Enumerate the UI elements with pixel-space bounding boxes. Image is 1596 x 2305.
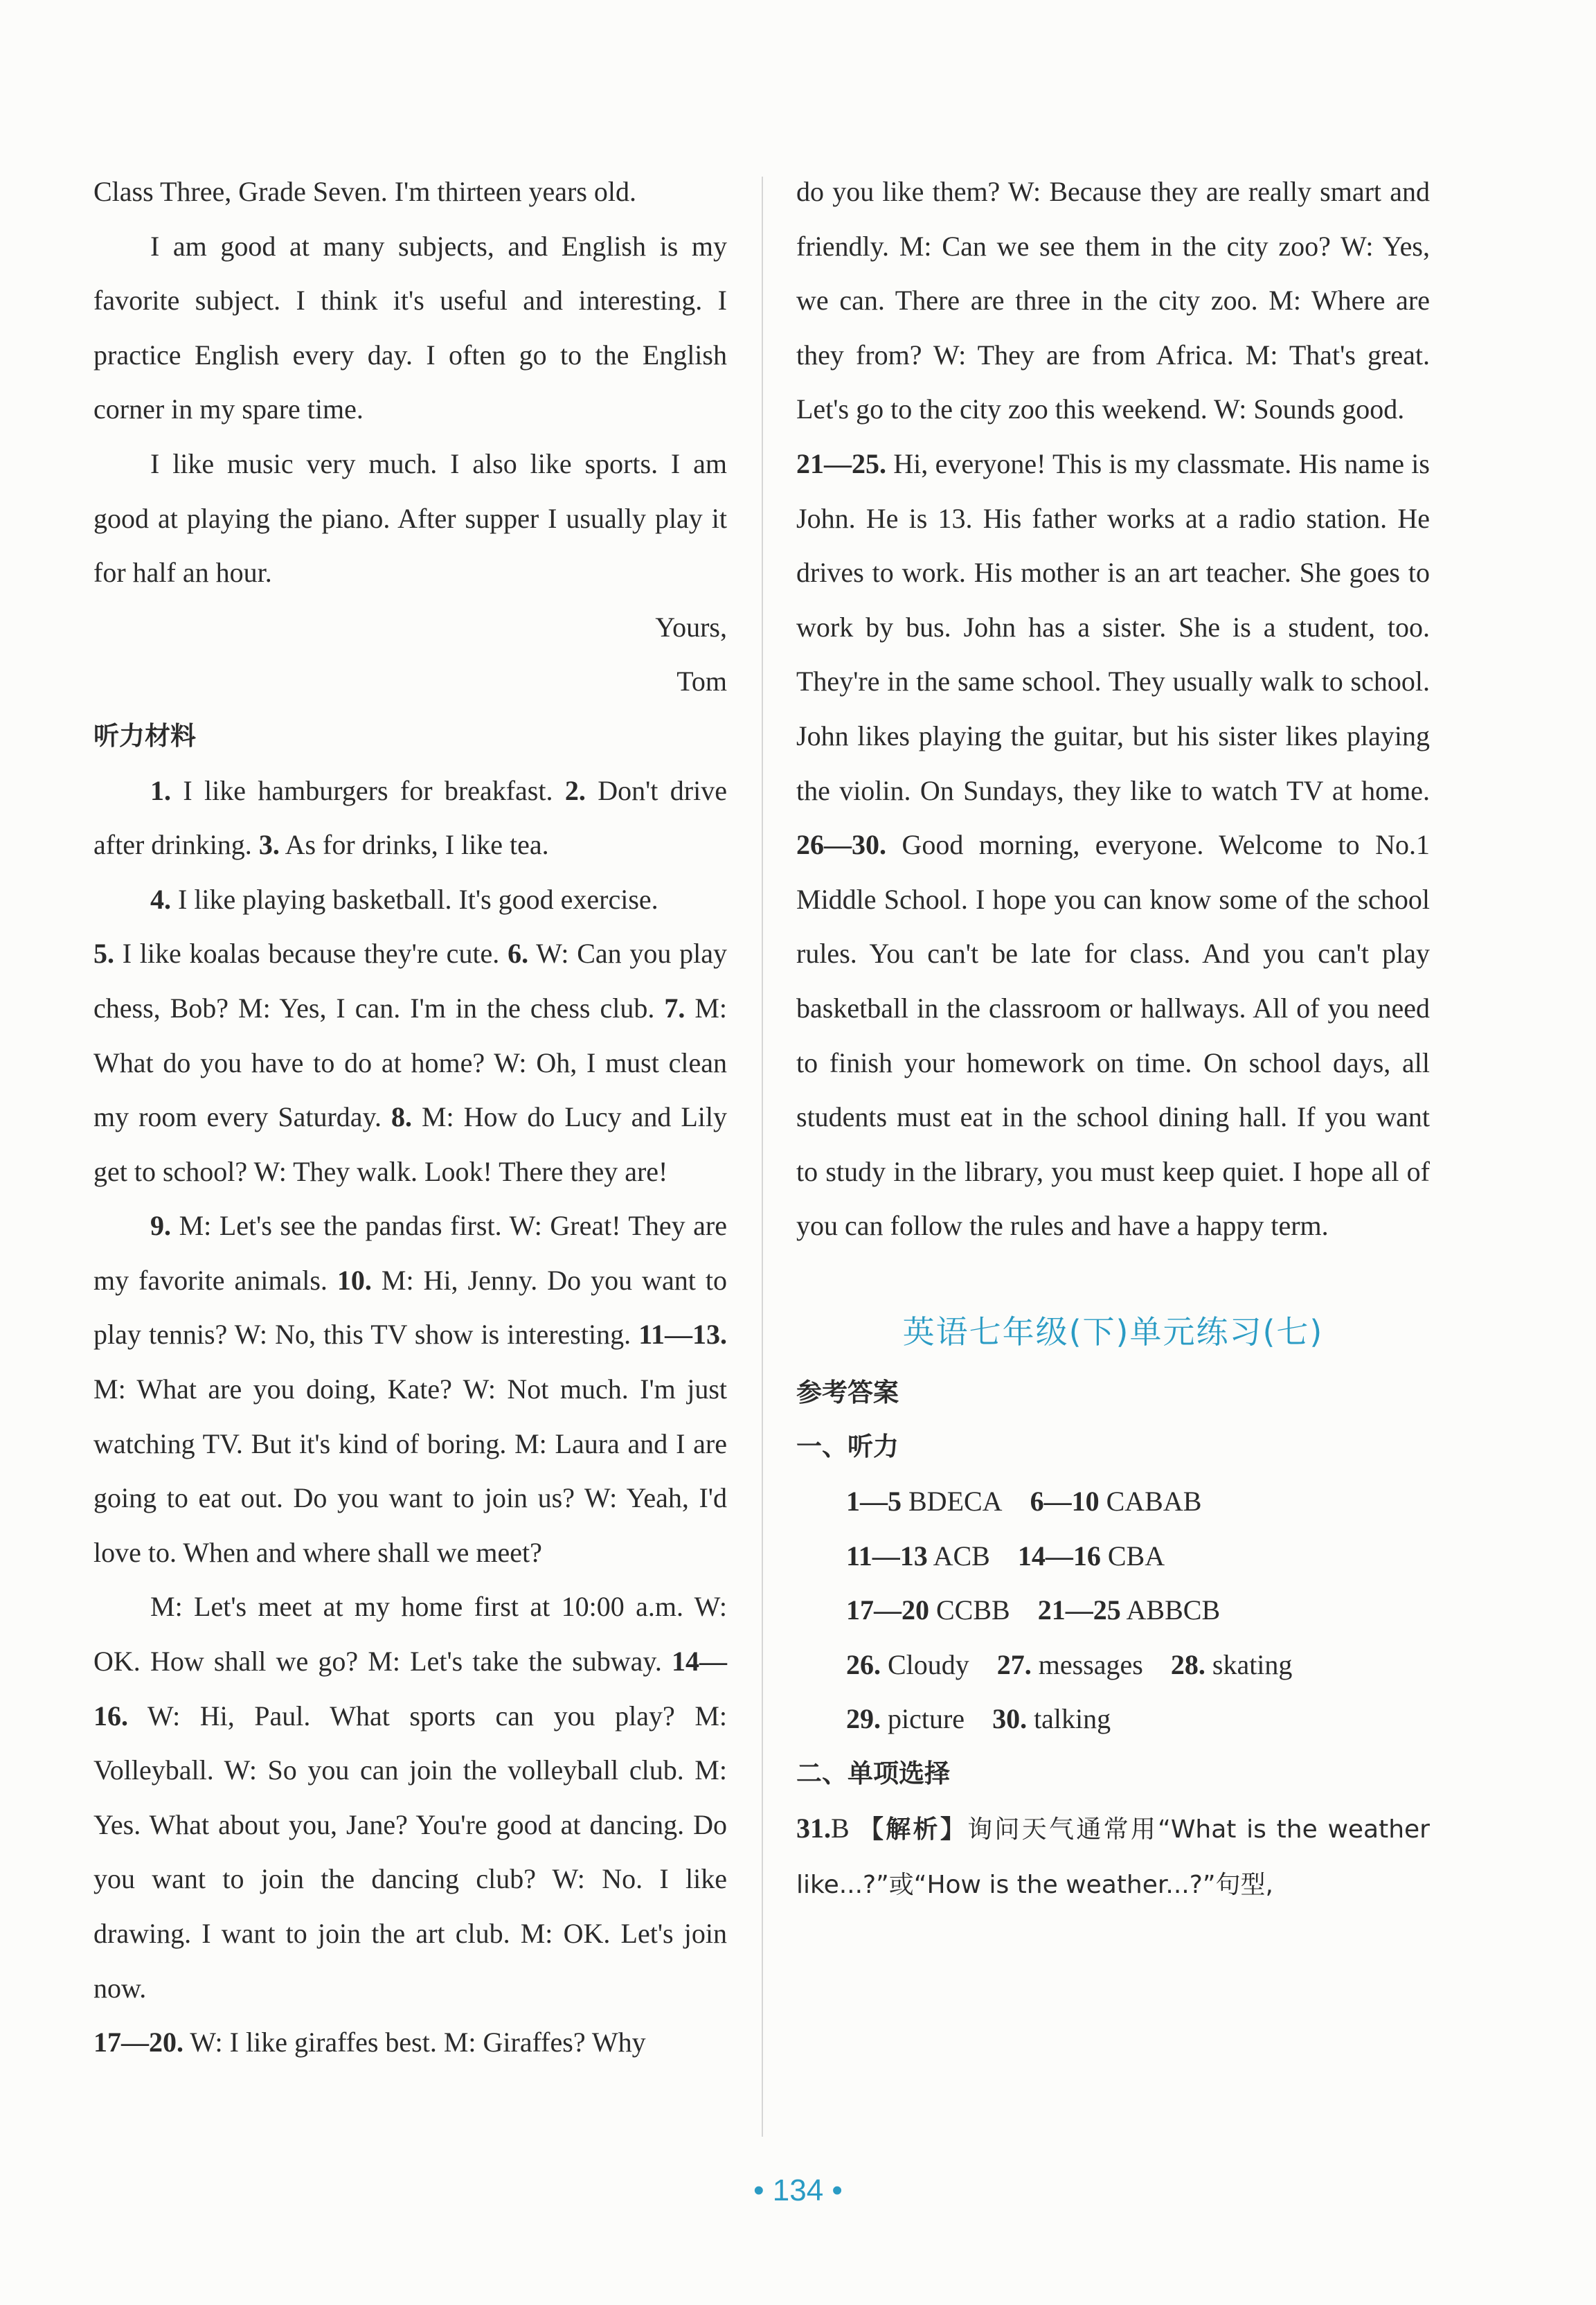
letter-signature: Tom (676, 666, 727, 697)
answer-line: 1—5 BDECA 6—10 CABAB (846, 1486, 1202, 1518)
listening-paragraph: 4. I like playing basketball. It's good exercise. (150, 883, 658, 915)
right-column (796, 165, 1430, 1913)
section-title: 英语七年级(下)单元练习(七) (902, 1312, 1324, 1351)
listening-paragraph: 21—25. Hi, everyone! This is my classmate. His name is John. He is 13. His father works at a radio station. He drives to work. His mother is an art teacher. She goes to work by bus. John has a sister. She is a student, too. They're in the same school. They usually walk to school. John likes playing the guitar, but his sister likes playing the violin. On Sundays, they like to watch TV at home. 26—30. Good morning, everyone. Welcome to No.1 Middle School. I hope you can know some of the school rules. You can't be late for class. And you can't play basketball in the classroom or hallways. All of you need to finish your homework on time. On school days, all students must eat in the school dining hall. If you want to study in the library, you must keep quiet. I hope all of you can follow the rules and have a happy term. (796, 447, 1430, 1242)
letter-line: Class Three, Grade Seven. I'm thirteen years old. (93, 176, 637, 207)
part-heading-listening: 一、听力 (796, 1432, 899, 1462)
letter-paragraph: I like music very much. I also like sports. I am good at playing the piano. After supper I usually play it for half an hour. (93, 447, 727, 589)
answer-heading: 参考答案 (796, 1377, 899, 1407)
listening-paragraph: do you like them? W: Because they are really smart and friendly. M: Can we see them in the city zoo? W: Yes, we can. There are three in the city zoo. M: Where are they from? W: They are from Africa. M: That's great. Let's go to the city zoo this weekend. W: Sounds good. (796, 176, 1430, 425)
answer-line: 17—20 CCBB 21—25 ABBCB (846, 1594, 1221, 1626)
listening-paragraph: M: Let's meet at my home first at 10:00 a.m. W: OK. How shall we go? M: Let's take the subway. 14—16. W: Hi, Paul. What sports can you play? M: Volleyball. W: So you can join the volleyball club. M: Yes. What about you, Jane? You're good at dancing. Do you want to join the dancing club? W: No. I like drawing. I want to join the art club. M: OK. Let's join now. (93, 1591, 727, 2004)
listening-paragraph: 5. I like koalas because they're cute. 6. W: Can you play chess, Bob? M: Yes, I can. I'm in the chess club. 7. M: What do you have to do at home? W: Oh, I must clean my room every Saturday. 8. M: How do Lucy and Lily get to school? W: They walk. Look! There they are! (93, 938, 728, 1187)
listening-paragraph: 17—20. W: I like giraffes best. M: Giraffes? Why (93, 2027, 646, 2058)
column-divider (762, 177, 763, 2137)
listening-heading: 听力材料 (93, 720, 196, 751)
part-heading-single-choice: 二、单项选择 (796, 1759, 950, 1789)
listening-paragraph: 1. I like hamburgers for breakfast. 2. Don't drive after drinking. 3. As for drinks, I like tea. (93, 774, 727, 861)
page-number: • 134 • (753, 2173, 843, 2207)
answer-line: 26. Cloudy 27. messages 28. skating (846, 1648, 1293, 1680)
explanation-paragraph: 31.B 【解析】询问天气通常用“What is the weather like...?”或“How is the weather...?”句型, (796, 1812, 1430, 1900)
letter-closing: Yours, (655, 611, 727, 643)
left-column (93, 165, 727, 2070)
answer-line: 11—13 ACB 14—16 CBA (846, 1540, 1165, 1572)
listening-paragraph: 9. M: Let's see the pandas first. W: Great! They are my favorite animals. 10. M: Hi, Jenny. Do you want to play tennis? W: No, this TV show is interesting. 11—13. M: What are you doing, Kate? W: Not much. I'm just watching TV. But it's kind of boring. M: Laura and I are going to eat out. Do you want to join us? W: Yeah, I'd love to. When and where shall we meet? (93, 1210, 728, 1568)
letter-paragraph: I am good at many subjects, and English is my favorite subject. I think it's useful and interesting. I practice English every day. I often go to the English corner in my spare time. (93, 230, 727, 425)
answer-line: 29. picture 30. talking (846, 1703, 1111, 1735)
